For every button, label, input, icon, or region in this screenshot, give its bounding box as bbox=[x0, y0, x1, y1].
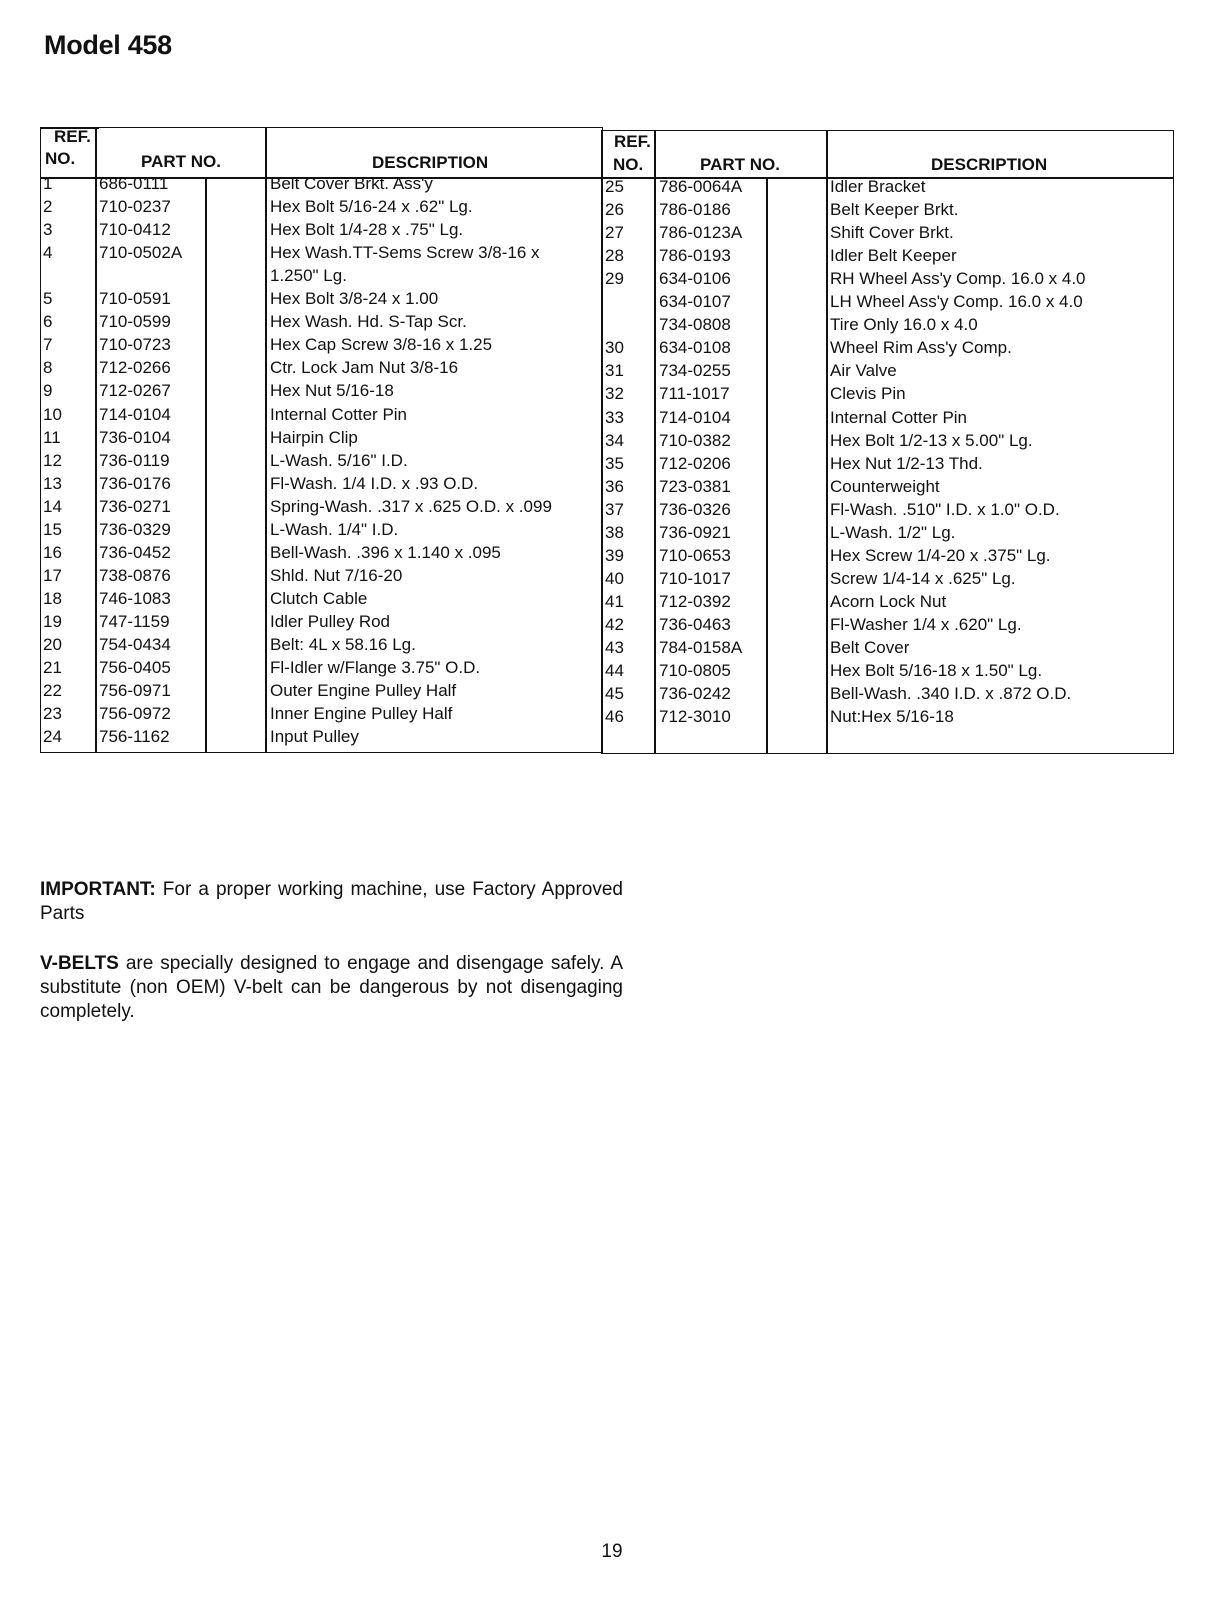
cell-ref: 17 bbox=[43, 565, 62, 585]
cell-part: 754-0434 bbox=[99, 635, 171, 654]
divider bbox=[265, 127, 267, 753]
description-header: DESCRIPTION bbox=[372, 153, 489, 172]
cell-desc: Bell-Wash. .340 I.D. x .872 O.D. bbox=[830, 684, 1072, 704]
cell-part: 686-0111 bbox=[99, 174, 169, 193]
cell-desc: Spring-Wash. .317 x .625 O.D. x .099 bbox=[270, 496, 552, 516]
cell-desc: Fl-Washer 1/4 x .620" Lg. bbox=[830, 614, 1022, 634]
cell-ref: 32 bbox=[605, 384, 624, 404]
cell-ref: 35 bbox=[605, 453, 624, 473]
cell-part: 786-0123A bbox=[659, 223, 743, 243]
cell-desc: Idler Belt Keeper bbox=[830, 246, 957, 266]
cell-ref: 46 bbox=[605, 707, 624, 727]
ref-header-line1: REF. bbox=[54, 127, 91, 146]
divider bbox=[826, 130, 828, 754]
cell-desc: Inner Engine Pulley Half bbox=[270, 704, 453, 724]
cell-part: 746-1083 bbox=[99, 588, 171, 608]
cell-desc: Hex Nut 1/2-13 Thd. bbox=[830, 453, 983, 473]
cell-part: 634-0106 bbox=[659, 269, 731, 289]
cell-part: 710-0723 bbox=[99, 335, 171, 355]
cell-desc: Counterweight bbox=[830, 476, 940, 496]
cell-desc: Hex Nut 5/16-18 bbox=[270, 381, 394, 401]
cell-ref: 38 bbox=[605, 522, 624, 542]
cell-ref: 33 bbox=[605, 407, 624, 427]
cell-desc: Hex Bolt 1/2-13 x 5.00" Lg. bbox=[830, 430, 1033, 450]
cell-desc: Hex Cap Screw 3/8-16 x 1.25 bbox=[270, 335, 493, 355]
cell-desc: Hairpin Clip bbox=[270, 427, 358, 447]
cell-desc: Shift Cover Brkt. bbox=[830, 223, 954, 243]
cell-part: 786-0186 bbox=[659, 200, 731, 220]
cell-part: 747-1159 bbox=[99, 611, 170, 631]
part-no-header: PART NO. bbox=[700, 155, 780, 174]
cell-part: 710-0591 bbox=[99, 289, 171, 309]
cell-part: 736-0104 bbox=[99, 427, 171, 447]
cell-ref: 24 bbox=[43, 727, 62, 747]
cell-ref: 15 bbox=[43, 519, 62, 539]
cell-desc: Belt Keeper Brkt. bbox=[830, 200, 959, 220]
cell-ref: 12 bbox=[43, 450, 62, 470]
cell-desc: Fl-Wash. .510" I.D. x 1.0" O.D. bbox=[830, 499, 1060, 519]
cell-desc: Clevis Pin bbox=[830, 384, 906, 404]
cell-ref: 3 bbox=[43, 220, 53, 240]
cell-part: 756-0971 bbox=[99, 681, 171, 701]
cell-ref: 1 bbox=[43, 174, 53, 193]
cell-desc: RH Wheel Ass'y Comp. 16.0 x 4.0 bbox=[830, 269, 1086, 289]
divider bbox=[654, 130, 656, 754]
cell-part: 711-1017 bbox=[659, 384, 730, 404]
cell-desc: Bell-Wash. .396 x 1.140 x .095 bbox=[270, 542, 501, 562]
cell-part: 756-0405 bbox=[99, 658, 171, 678]
cell-desc: Input Pulley bbox=[270, 727, 359, 747]
cell-desc: Hex Wash.TT-Sems Screw 3/8-16 x bbox=[270, 243, 540, 263]
cell-ref: 45 bbox=[605, 684, 624, 704]
page-title: Model 458 bbox=[44, 30, 172, 60]
page-number: 19 bbox=[601, 1541, 623, 1562]
cell-ref: 25 bbox=[605, 177, 624, 196]
cell-desc: Shld. Nut 7/16-20 bbox=[270, 565, 403, 585]
cell-desc: Internal Cotter Pin bbox=[270, 404, 408, 424]
cell-ref: 43 bbox=[605, 638, 624, 657]
vbelts-note bbox=[40, 952, 623, 1024]
cell-ref: 26 bbox=[605, 200, 624, 220]
cell-desc: Idler Bracket bbox=[830, 177, 926, 196]
cell-ref: 7 bbox=[43, 335, 53, 355]
cell-desc: Hex Bolt 5/16-18 x 1.50" Lg. bbox=[830, 661, 1043, 681]
cell-desc: Nut:Hex 5/16-18 bbox=[830, 707, 954, 727]
cell-part: 786-0064A bbox=[659, 177, 743, 196]
cell-part: 712-0392 bbox=[659, 591, 731, 611]
cell-desc: Outer Engine Pulley Half bbox=[270, 681, 457, 701]
important-text: For a proper working machine, use Factory Approved Parts bbox=[40, 879, 623, 924]
cell-part: 710-1017 bbox=[659, 568, 731, 588]
cell-part: 734-0255 bbox=[659, 361, 731, 381]
cell-ref: 5 bbox=[43, 289, 53, 309]
cell-part: 714-0104 bbox=[659, 407, 731, 427]
cell-ref: 44 bbox=[605, 661, 624, 681]
cell-ref: 9 bbox=[43, 381, 53, 401]
ref-header-line2: NO. bbox=[45, 149, 76, 168]
cell-ref: 37 bbox=[605, 499, 624, 519]
cell-ref: 39 bbox=[605, 545, 624, 565]
cell-desc: Wheel Rim Ass'y Comp. bbox=[830, 338, 1012, 358]
divider bbox=[205, 179, 207, 753]
cell-desc: Idler Pulley Rod bbox=[270, 611, 391, 631]
cell-part: 710-0805 bbox=[659, 661, 731, 681]
cell-ref: 30 bbox=[605, 338, 624, 358]
cell-desc: Hex Bolt 5/16-24 x .62" Lg. bbox=[270, 197, 473, 217]
cell-part: 710-0237 bbox=[99, 197, 171, 217]
cell-ref: 27 bbox=[605, 223, 624, 243]
cell-part: 634-0108 bbox=[659, 338, 731, 358]
cell-desc: Ctr. Lock Jam Nut 3/8-16 bbox=[270, 358, 459, 378]
cell-ref: 18 bbox=[43, 588, 62, 608]
notes bbox=[40, 878, 623, 1050]
cell-desc: Clutch Cable bbox=[270, 588, 368, 608]
cell-ref: 31 bbox=[605, 361, 624, 381]
cell-part: 634-0107 bbox=[659, 292, 731, 312]
cell-part: 714-0104 bbox=[99, 404, 171, 424]
cell-ref: 2 bbox=[43, 197, 53, 217]
description-header: DESCRIPTION bbox=[931, 155, 1048, 174]
cell-ref: 16 bbox=[43, 542, 62, 562]
vbelts-label: V-BELTS bbox=[40, 953, 119, 974]
cell-part: 712-0206 bbox=[659, 453, 731, 473]
cell-part: 736-0176 bbox=[99, 473, 171, 493]
cell-ref: 41 bbox=[605, 591, 624, 611]
cell-desc: Fl-Idler w/Flange 3.75" O.D. bbox=[270, 658, 481, 678]
cell-desc: LH Wheel Ass'y Comp. 16.0 x 4.0 bbox=[830, 292, 1083, 312]
cell-ref: 28 bbox=[605, 246, 624, 266]
cell-desc: Belt Cover bbox=[830, 638, 910, 657]
part-no-header: PART NO. bbox=[141, 152, 221, 171]
cell-part: 710-0599 bbox=[99, 312, 171, 332]
cell-part: 738-0876 bbox=[99, 565, 171, 585]
cell-ref: 34 bbox=[605, 430, 624, 450]
cell-ref: 21 bbox=[43, 658, 62, 678]
cell-desc: Acorn Lock Nut bbox=[830, 591, 947, 611]
vbelts-text: are specially designed to engage and disengage safely. A substitute (non OEM) V-belt can be dangerous by not disengaging completely. bbox=[40, 953, 623, 1022]
cell-part: 710-0653 bbox=[659, 545, 731, 565]
cell-desc: Hex Wash. Hd. S-Tap Scr. bbox=[270, 312, 467, 332]
divider bbox=[766, 179, 768, 754]
parts-table bbox=[40, 127, 1164, 770]
cell-part: 712-0266 bbox=[99, 358, 171, 378]
cell-ref: 14 bbox=[43, 496, 62, 516]
cell-ref: 42 bbox=[605, 614, 624, 634]
cell-part: 736-0921 bbox=[659, 522, 731, 542]
cell-desc: Hex Bolt 3/8-24 x 1.00 bbox=[270, 289, 439, 309]
cell-desc: L-Wash. 5/16" I.D. bbox=[270, 450, 408, 470]
cell-part: 786-0193 bbox=[659, 246, 731, 266]
cell-part: 712-0267 bbox=[99, 381, 171, 401]
cell-part: 734-0808 bbox=[659, 315, 731, 335]
cell-part: 710-0502A bbox=[99, 243, 183, 263]
cell-desc: Tire Only 16.0 x 4.0 bbox=[830, 315, 978, 335]
cell-desc: Hex Bolt 1/4-28 x .75" Lg. bbox=[270, 220, 464, 240]
ref-header-line2: NO. bbox=[613, 155, 644, 174]
cell-ref: 6 bbox=[43, 312, 53, 332]
cell-ref: 4 bbox=[43, 243, 53, 263]
cell-desc: Screw 1/4-14 x .625" Lg. bbox=[830, 568, 1016, 588]
cell-ref: 40 bbox=[605, 568, 624, 588]
important-note bbox=[40, 878, 623, 926]
cell-desc: Belt: 4L x 58.16 Lg. bbox=[270, 635, 416, 654]
cell-part: 736-0271 bbox=[99, 496, 171, 516]
cell-ref: 10 bbox=[43, 404, 62, 424]
cell-part: 723-0381 bbox=[659, 476, 731, 496]
cell-ref: 13 bbox=[43, 473, 62, 493]
cell-part: 710-0412 bbox=[99, 220, 171, 240]
cell-part: 736-0463 bbox=[659, 614, 731, 634]
cell-ref: 23 bbox=[43, 704, 62, 724]
cell-ref: 22 bbox=[43, 681, 62, 701]
important-label: IMPORTANT: bbox=[40, 879, 156, 900]
cell-desc: Fl-Wash. 1/4 I.D. x .93 O.D. bbox=[270, 473, 479, 493]
cell-ref: 36 bbox=[605, 476, 624, 496]
cell-desc: 1.250" Lg. bbox=[270, 266, 347, 286]
divider bbox=[95, 127, 97, 753]
cell-desc: Belt Cover Brkt. Ass'y bbox=[270, 174, 433, 193]
cell-part: 712-3010 bbox=[659, 707, 731, 727]
cell-ref: 11 bbox=[43, 427, 61, 447]
cell-ref: 19 bbox=[43, 611, 62, 631]
cell-desc: Air Valve bbox=[830, 361, 897, 381]
cell-desc: Hex Screw 1/4-20 x .375" Lg. bbox=[830, 545, 1051, 565]
cell-part: 736-0326 bbox=[659, 499, 731, 519]
cell-part: 736-0242 bbox=[659, 684, 731, 704]
cell-part: 736-0119 bbox=[99, 450, 170, 470]
cell-ref: 8 bbox=[43, 358, 53, 378]
cell-desc: L-Wash. 1/4" I.D. bbox=[270, 519, 399, 539]
cell-part: 756-0972 bbox=[99, 704, 171, 724]
cell-ref: 20 bbox=[43, 635, 62, 654]
cell-ref: 29 bbox=[605, 269, 624, 289]
cell-desc: Internal Cotter Pin bbox=[830, 407, 968, 427]
cell-part: 736-0452 bbox=[99, 542, 171, 562]
cell-desc: L-Wash. 1/2" Lg. bbox=[830, 522, 956, 542]
cell-part: 710-0382 bbox=[659, 430, 731, 450]
cell-part: 736-0329 bbox=[99, 519, 171, 539]
cell-part: 756-1162 bbox=[99, 727, 170, 747]
cell-part: 784-0158A bbox=[659, 638, 743, 657]
ref-header-line1: REF. bbox=[614, 132, 651, 151]
